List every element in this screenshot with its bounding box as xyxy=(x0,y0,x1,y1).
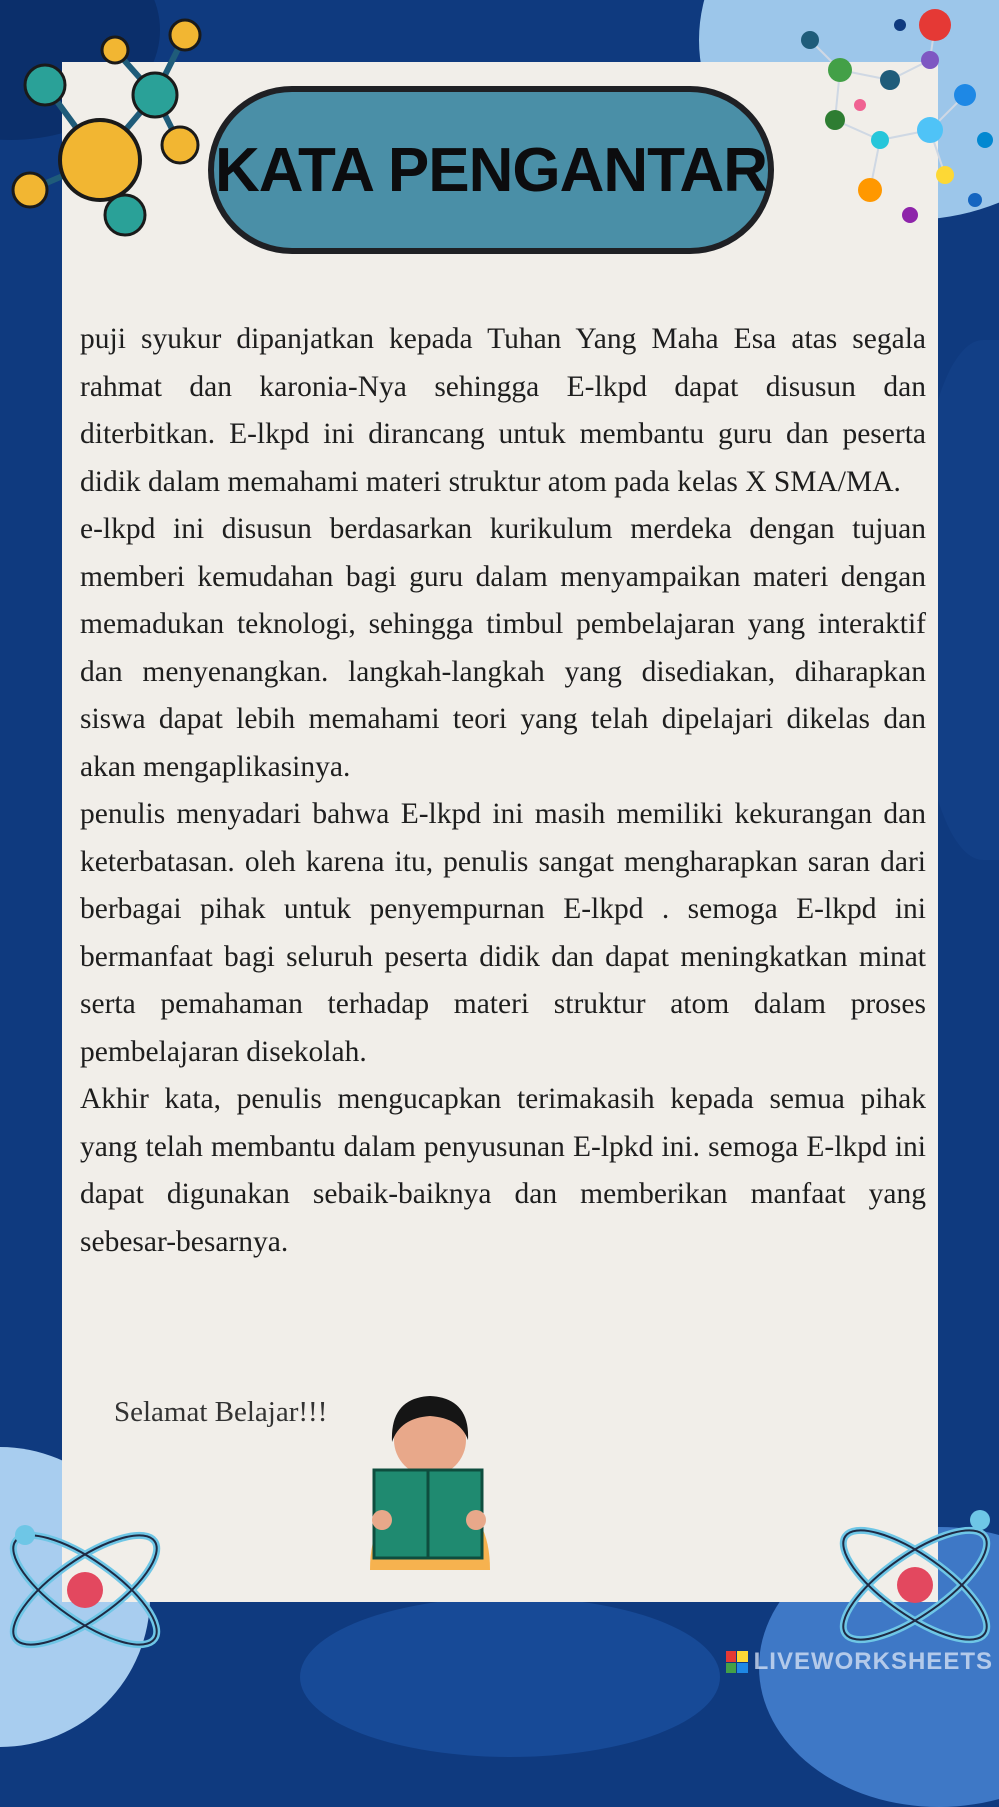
background-shape xyxy=(300,1597,720,1757)
paragraph: e-lkpd ini disusun berdasarkan kurikulum merdeka dengan tujuan memberi kemudahan bagi guru dalam menyampaikan materi dengan memadukan teknologi, sehingga timbul pembelajaran yang interaktif dan menyenangkan. langkah-langkah yang disediakan, diharapkan siswa dapat lebih memahami teori yang telah dipelajari dikelas dan akan mengaplikasinya. xyxy=(80,513,926,783)
preface-body xyxy=(80,316,926,1266)
liveworksheets-logo-icon xyxy=(726,1651,748,1673)
paragraph: puji syukur dipanjatkan kepada Tuhan Yang Maha Esa atas segala rahmat dan karonia-Nya sehingga E-lkpd dapat disusun dan diterbitkan. E-lkpd ini dirancang untuk membantu guru dan peserta didik dalam memahami materi struktur atom pada kelas X SMA/MA. xyxy=(80,323,926,498)
dots-cluster-icon xyxy=(780,0,999,260)
atom-icon xyxy=(0,1490,190,1687)
molecule-icon xyxy=(0,10,220,250)
title-banner xyxy=(208,86,774,254)
reading-student-illustration xyxy=(360,1370,500,1570)
greeting-text: Selamat Belajar!!! xyxy=(114,1396,328,1428)
watermark-text: LIVEWORKSHEETS xyxy=(753,1648,993,1675)
watermark xyxy=(726,1647,993,1677)
paragraph: Akhir kata, penulis mengucapkan terimakasih kepada semua pihak yang telah membantu dalam penyusunan E-lpkd ini. semoga E-lkpd ini dapat digunakan sebaik-baiknya dan memberikan manfaat yang sebesar-besarnya. xyxy=(80,1083,926,1258)
paragraph: penulis menyadari bahwa E-lkpd ini masih memiliki kekurangan dan keterbatasan. oleh karena itu, penulis sangat mengharapkan saran dari berbagai pihak untuk penyempurnan E-lkpd . semoga E-lkpd ini bermanfaat bagi seluruh peserta didik dan dapat meningkatkan minat serta pemahaman terhadap materi struktur atom dalam proses pembelajaran disekolah. xyxy=(80,798,926,1068)
page-title: KATA PENGANTAR xyxy=(215,135,767,205)
